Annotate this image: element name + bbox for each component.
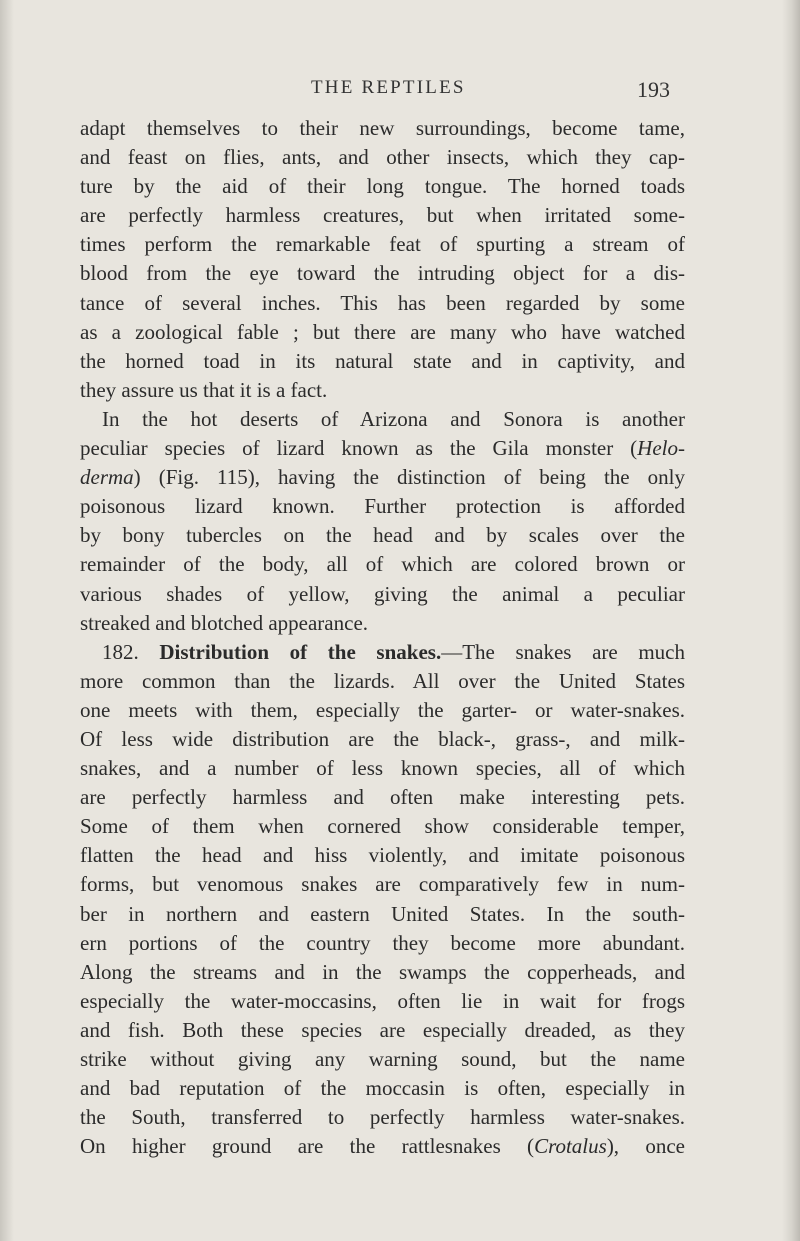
text-line: Along the streams and in the swamps the copperheads, and [80, 959, 685, 984]
text-line: Of less wide distribution are the black-, grass-, and milk- [80, 726, 685, 751]
text-line: ern portions of the country they become more abundant. [80, 930, 685, 955]
text-line: ture by the aid of their long tongue. The horned toads [80, 174, 685, 199]
text-line: ber in northern and eastern United States. In the south- [80, 901, 685, 926]
italic-run: Helo- [637, 436, 685, 461]
text-line [80, 1132, 685, 1161]
text-line: Some of them when cornered show considerable temper, [80, 814, 685, 839]
text-line: they assure us that it is a fact. [80, 377, 328, 402]
text-line: times perform the remarkable feat of spurting a stream of [80, 232, 685, 257]
page-number: 193 [637, 77, 670, 102]
section-number: 182. [102, 639, 160, 664]
text-line: forms, but venomous snakes are comparatively few in num- [80, 872, 685, 897]
text-line: the horned toad in its natural state and in captivity, and [80, 348, 685, 373]
text-line: the South, transferred to perfectly harmless water-snakes. [80, 1105, 685, 1130]
text-line: streaked and blotched appearance. [80, 610, 369, 635]
text-line: tance of several inches. This has been regarded by some [80, 290, 685, 315]
text-line: one meets with them, especially the garter- or water-snakes. [80, 697, 685, 722]
body-text [80, 114, 685, 1161]
text-run: ) (Fig. 115), having the distinction of being the only [133, 465, 685, 490]
text-line: adapt themselves to their new surroundings, become tame, [80, 116, 685, 140]
text-line: more common than the lizards. All over the United States [80, 668, 685, 693]
text-line: blood from the eye toward the intruding object for a dis- [80, 261, 685, 286]
text-line: snakes, and a number of less known species, all of which [80, 756, 685, 781]
text-line: In the hot deserts of Arizona and Sonora is another [102, 406, 685, 431]
text-line: are perfectly harmless and often make interesting pets. [80, 785, 685, 810]
page-header [0, 77, 800, 107]
running-title: THE REPTILES [311, 77, 466, 98]
text-line: various shades of yellow, giving the animal a peculiar [80, 581, 685, 606]
text-run: peculiar species of lizard known as the Gila monster ( [80, 436, 638, 461]
section-heading: Distribution of the snakes. [159, 639, 442, 664]
text-line: strike without giving any warning sound, but the name [80, 1047, 685, 1071]
text-line: by bony tubercles on the head and by scales over the [80, 523, 685, 548]
page-edge [782, 0, 800, 1241]
italic-run: derma [80, 465, 134, 490]
text-line: especially the water-moccasins, often lie in wait for frogs [80, 988, 685, 1013]
text-line: and feast on flies, ants, and other insects, which they cap- [80, 145, 685, 170]
text-line: poisonous lizard known. Further protection is afforded [80, 494, 685, 519]
text-line [80, 434, 685, 463]
italic-run: Crotalus [534, 1134, 607, 1159]
text-line: as a zoological fable ; but there are many who have watched [80, 319, 685, 344]
text-line: are perfectly harmless creatures, but when irritated some- [80, 203, 685, 228]
section-heading-line [80, 638, 685, 667]
text-run: —The snakes are much [441, 639, 685, 664]
text-line: and fish. Both these species are especially dreaded, as they [80, 1017, 685, 1042]
text-line: remainder of the body, all of which are colored brown or [80, 552, 685, 577]
text-run: On higher ground are the rattlesnakes ( [80, 1134, 535, 1159]
text-line: and bad reputation of the moccasin is often, especially in [80, 1076, 685, 1101]
text-line [80, 463, 685, 492]
text-run: ), once [606, 1134, 686, 1159]
page-gutter-shadow [0, 0, 14, 1241]
text-line: flatten the head and hiss violently, and imitate poisonous [80, 843, 685, 868]
